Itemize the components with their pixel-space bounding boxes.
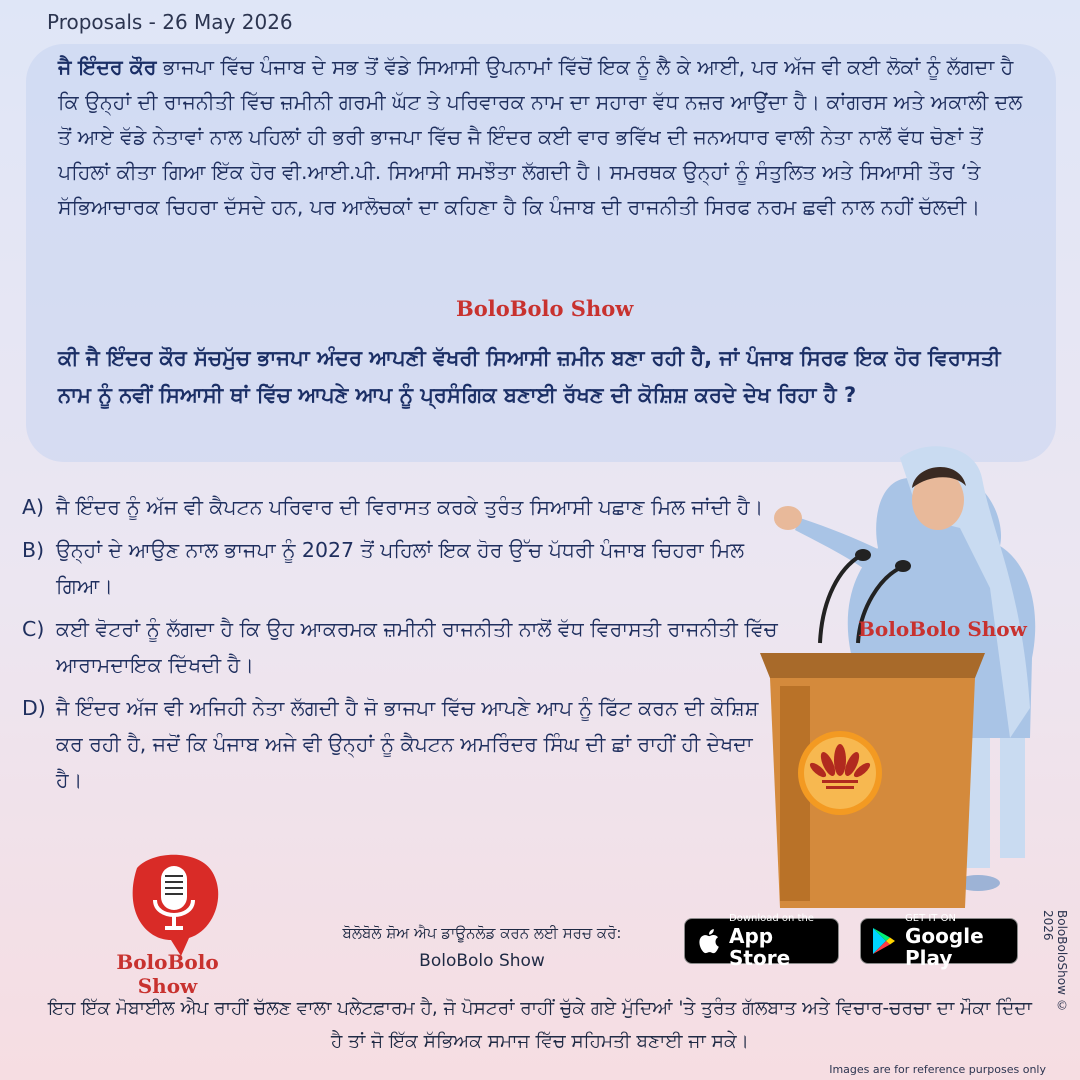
apple-icon — [695, 927, 721, 955]
appstore-big-label: App Store — [729, 924, 791, 970]
question-text: ਕੀ ਜੈ ਇੰਦਰ ਕੌਰ ਸੱਚਮੁੱਚ ਭਾਜਪਾ ਅੰਦਰ ਆਪਣੀ ਵੱਖਰੀ ਸਿਆਸੀ ਜ਼ਮੀਨ ਬਣਾ ਰਹੀ ਹੈ, ਜਾਂ ਪੰਜਾਬ ਸਿਰਫ ਇਕ ਹੋਰ ਵਿਰਾਸਤੀ ਨਾਮ ਨੂੰ ਨਵੀਂ ਸਿਆਸੀ ਥਾਂ ਵਿੱਚ ਆਪਣੇ ਆਪ ਨੂੰ ਪ੍ਰਸੰਗਿਕ ਬਣਾਈ ਰੱਖਣ ਦੀ ਕੋਸ਼ਿਸ਼ ਕਰਦੇ ਦੇਖ ਰਿਹਾ ਹੈ ? — [58, 346, 1001, 407]
copyright-notice: BoloBoloShow © 2026 — [1041, 910, 1069, 1013]
option-text: ਉਨ੍ਹਾਂ ਦੇ ਆਉਣ ਨਾਲ ਭਾਜਪਾ ਨੂੰ 2027 ਤੋਂ ਪਹਿਲਾਂ ਇਕ ਹੋਰ ਉੱਚ ਪੱਧਰੀ ਪੰਜਾਬ ਚਿਹਰਾ ਮਿਲ ਗਿਆ। — [56, 538, 745, 598]
illustration-watermark: BoloBolo Show — [858, 617, 1027, 641]
option-letter: A) — [22, 495, 45, 519]
option-letter: B) — [22, 538, 45, 562]
image-disclaimer: Images are for reference purposes only — [829, 1063, 1046, 1076]
download-app-name: BoloBolo Show — [419, 951, 545, 971]
header-date: Proposals - 26 May 2026 — [47, 10, 293, 34]
option-text: ਜੈ ਇੰਦਰ ਅੱਜ ਵੀ ਅਜਿਹੀ ਨੇਤਾ ਲੱਗਦੀ ਹੈ ਜੋ ਭਾਜਪਾ ਵਿੱਚ ਆਪਣੇ ਆਪ ਨੂੰ ਫਿੱਟ ਕਰਨ ਦੀ ਕੋਸ਼ਿਸ਼ ਕਰ ਰਹੀ ਹੈ, ਜਦੋਂ ਕਿ ਪੰਜਾਬ ਅਜੇ ਵੀ ਉਨ੍ਹਾਂ ਨੂੰ ਕੈਪਟਨ ਅਮਰਿੰਦਰ ਸਿੰਘ ਦੀ ਛਾਂ ਰਾਹੀਂ ਹੀ ਦੇਖਦਾ ਹੈ। — [56, 696, 759, 792]
download-instruction: ਬੋਲੋਬੋਲੋ ਸ਼ੋਅ ਐਪ ਡਾਊਨਲੋਡ ਕਰਨ ਲਈ ਸਰਚ ਕਰੋ: — [342, 924, 622, 942]
option-letter: D) — [22, 696, 46, 720]
option-c[interactable] — [22, 611, 782, 683]
appstore-small-label: Download on the — [729, 913, 814, 924]
watermark-text: BoloBolo Show — [456, 296, 634, 321]
option-text: ਕਈ ਵੋਟਰਾਂ ਨੂੰ ਲੱਗਦਾ ਹੈ ਕਿ ਉਹ ਆਕਰਮਕ ਜ਼ਮੀਨੀ ਰਾਜਨੀਤੀ ਨਾਲੋਂ ਵੱਧ ਵਿਰਾਸਤੀ ਰਾਜਨੀਤੀ ਵਿੱਚ ਆਰਾਮਦਾਇਕ ਦਿੱਖਦੀ ਹੈ। — [56, 617, 778, 677]
speaker-illustration — [760, 438, 1050, 913]
google-play-button[interactable] — [860, 913, 1018, 970]
options-list — [22, 489, 782, 805]
intro-body: ਭਾਜਪਾ ਵਿੱਚ ਪੰਜਾਬ ਦੇ ਸਭ ਤੋਂ ਵੱਡੇ ਸਿਆਸੀ ਉਪਨਾਮਾਂ ਵਿੱਚੋਂ ਇਕ ਨੂੰ ਲੈ ਕੇ ਆਈ, ਪਰ ਅੱਜ ਵੀ ਕਈ ਲੋਕਾਂ ਨੂੰ ਲੱਗਦਾ ਹੈ ਕਿ ਉਨ੍ਹਾਂ ਦੀ ਰਾਜਨੀਤੀ ਵਿੱਚ ਜ਼ਮੀਨੀ ਗਰਮੀ ਘੱਟ ਤੇ ਪਰਿਵਾਰਕ ਨਾਮ ਦਾ ਸਹਾਰਾ ਵੱਧ ਨਜ਼ਰ ਆਉਂਦਾ ਹੈ। ਕਾਂਗਰਸ ਅਤੇ ਅਕਾਲੀ ਦਲ ਤੋਂ ਆਏ ਵੱਡੇ ਨੇਤਾਵਾਂ ਨਾਲ ਪਹਿਲਾਂ ਹੀ ਭਰੀ ਭਾਜਪਾ ਵਿੱਚ ਜੈ ਇੰਦਰ ਕਈ ਵਾਰ ਭਵਿੱਖ ਦੀ ਜਨਅਧਾਰ ਵਾਲੀ ਨੇਤਾ ਨਾਲੋਂ ਵੱਧ ਚੋਣਾਂ ਤੋਂ ਪਹਿਲਾਂ ਕੀਤਾ ਗਿਆ ਇੱਕ ਹੋਰ ਵੀ.ਆਈ.ਪੀ. ਸਿਆਸੀ ਸਮਝੌਤਾ ਲੱਗਦੀ ਹੈ। ਸਮਰਥਕ ਉਨ੍ਹਾਂ ਨੂੰ ਸੰਤੁਲਿਤ ਅਤੇ ਸਿਆਸੀ ਤੌਰ ‘ਤੇ ਸੱਭਿਆਚਾਰਕ ਚਿਹਰਾ ਦੱਸਦੇ ਹਨ, ਪਰ ਆਲੋਚਕਾਂ ਦਾ ਕਹਿਣਾ ਹੈ ਕਿ ਪੰਜਾਬ ਦੀ ਰਾਜਨੀਤੀ ਸਿਰਫ ਨਰਮ ਛਵੀ ਨਾਲ ਨਹੀਂ ਚੱਲਦੀ। — [58, 55, 1023, 219]
app-store-button[interactable] — [684, 913, 839, 970]
googleplay-small-label: GET IT ON — [905, 913, 956, 924]
option-letter: C) — [22, 617, 45, 641]
footer-description: ਇਹ ਇੱਕ ਮੋਬਾਈਲ ਐਪ ਰਾਹੀਂ ਚੱਲਣ ਵਾਲਾ ਪਲੇਟਫ਼ਾਰਮ ਹੈ, ਜੋ ਪੋਸਟਰਾਂ ਰਾਹੀਂ ਚੁੱਕੇ ਗਏ ਮੁੱਦਿਆਂ 'ਤੇ ਤੁਰੰਤ ਗੱਲਬਾਤ ਅਤੇ ਵਿਚਾਰ-ਚਰਚਾ ਦਾ ਮੌਕਾ ਦਿੰਦਾ ਹੈ ਤਾਂ ਜੋ ਇੱਕ ਸੱਭਿਅਕ ਸਮਾਜ ਵਿੱਚ ਸਹਿਮਤੀ ਬਣਾਈ ਜਾ ਸਕੇ। — [48, 998, 1032, 1052]
intro-name: ਜੈ ਇੰਦਰ ਕੌਰ — [58, 55, 157, 79]
option-a[interactable] — [22, 489, 782, 525]
logo-name: BoloBolo Show — [116, 950, 219, 998]
speaker-at-podium-image — [760, 438, 1050, 913]
option-b[interactable] — [22, 532, 782, 604]
googleplay-big-label: Google Play — [905, 924, 984, 970]
option-text: ਜੈ ਇੰਦਰ ਨੂੰ ਅੱਜ ਵੀ ਕੈਪਟਨ ਪਰਿਵਾਰ ਦੀ ਵਿਰਾਸਤ ਕਰਕੇ ਤੁਰੰਤ ਸਿਆਸੀ ਪਛਾਣ ਮਿਲ ਜਾਂਦੀ ਹੈ। — [56, 495, 764, 519]
intro-paragraph — [58, 50, 1028, 225]
download-caption — [297, 921, 667, 973]
google-play-icon — [871, 927, 897, 955]
option-d[interactable] — [22, 690, 782, 798]
